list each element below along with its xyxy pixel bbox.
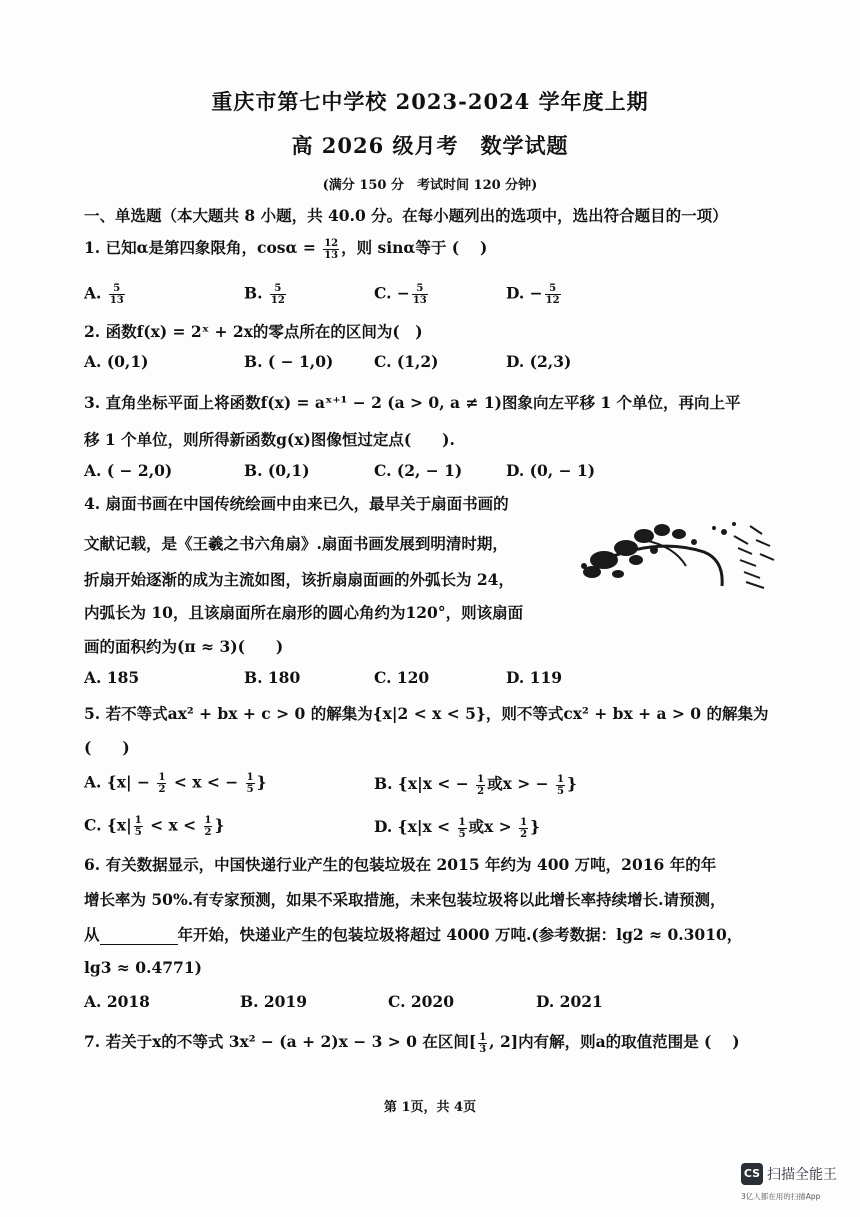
q6-option-b: B. 2019	[240, 992, 308, 1011]
q5-option-a: A. {x| − $\frac{1}{2}$ < x < − $\frac{1}{5}$ }	[84, 772, 267, 795]
question-6-line-3: 从 年开始，快递业产生的包装垃圾将超过 4000 万吨.(参考数据：lg2 ≈ 0.3010，	[84, 925, 743, 944]
question-3-line-1: 3. 直角坐标平面上将函数f(x) = aˣ⁺¹ − 2 (a > 0, a ≠ 1)图象向左平移 1 个单位，再向上平	[84, 393, 741, 412]
q4-option-b: B. 180	[244, 668, 301, 687]
q3-option-b: B. (0,1)	[244, 461, 310, 480]
question-1	[84, 236, 487, 261]
question-4-line-3: 折扇开始逐渐的成为主流如图，该折扇扇面画的外弧长为 24，	[84, 570, 514, 589]
q2-option-d: D. (2,3)	[506, 352, 572, 371]
camscanner-name: 扫描全能王	[767, 1167, 837, 1183]
q3-option-a: A. ( − 2,0)	[84, 461, 173, 480]
camscanner-logo-icon: CS	[741, 1163, 763, 1185]
question-4-line-4: 内弧长为 10，且该扇面所在扇形的圆心角约为120°，则该扇面	[84, 603, 524, 622]
q2-option-a: A. (0,1)	[84, 352, 149, 371]
q3-option-c: C. (2, − 1)	[374, 461, 463, 480]
q1-option-a: A. $\frac{5}{13}$	[84, 283, 124, 306]
question-3-line-2: 移 1 个单位，则所得新函数g(x)图像恒过定点( ).	[84, 430, 455, 449]
q1-option-d: D. − $\frac{5}{12}$	[506, 283, 560, 306]
exam-subtitle: 高 2026 级月考 数学试题	[291, 133, 569, 158]
q2-option-c: C. (1,2)	[374, 352, 439, 371]
question-4-line-1: 4. 扇面书画在中国传统绘画中由来已久，最早关于扇面书画的	[84, 494, 509, 513]
q1-stem-post: ，则 sinα等于 ( )	[341, 238, 488, 257]
question-4-line-2: 文献记载，是《王羲之书六角扇》.扇面书画发展到明清时期，	[84, 534, 508, 553]
fan-painting-image	[574, 516, 780, 602]
q5-option-b: B. {x|x < − $\frac{1}{2}$ 或x > − $\frac{1}{5}$ }	[374, 773, 577, 797]
q4-option-c: C. 120	[374, 668, 430, 687]
q1-stem-pre: 1. 已知α是第四象限角，cosα =	[84, 238, 322, 257]
q2-option-b: B. ( − 1,0)	[244, 352, 334, 371]
question-4-line-5: 画的面积约为(π ≈ 3)( )	[84, 637, 284, 656]
q5-option-d: D. {x|x < $\frac{1}{5}$ 或x > $\frac{1}{2}$ }	[374, 816, 540, 840]
q1-option-b: B. $\frac{5}{12}$	[244, 283, 285, 306]
question-6-line-1: 6. 有关数据显示，中国快递行业产生的包装垃圾在 2015 年约为 400 万吨，2016 年的年	[84, 855, 717, 874]
exam-meta: (满分 150 分 考试时间 120 分钟)	[322, 178, 538, 193]
question-5-line-1: 5. 若不等式ax² + bx + c > 0 的解集为{x|2 < x < 5}，则不等式cx² + bx + a > 0 的解集为	[84, 704, 769, 723]
q6-option-c: C. 2020	[388, 992, 454, 1011]
question-5-line-2: ( )	[84, 738, 130, 757]
page-footer: 第 1页，共 4页	[383, 1100, 477, 1115]
q4-option-d: D. 119	[506, 668, 563, 687]
q3-option-d: D. (0, − 1)	[506, 461, 596, 480]
camscanner-tagline: 3亿人都在用的扫描App	[741, 1192, 821, 1201]
q5-option-c: C. {x| $\frac{1}{5}$ < x < $\frac{1}{2}$ }	[84, 815, 225, 838]
question-2: 2. 函数f(x) = 2ˣ + 2x的零点所在的区间为( )	[84, 322, 423, 341]
question-6-line-4: lg3 ≈ 0.4771)	[84, 958, 202, 977]
section-heading: 一、单选题（本大题共 8 小题，共 40.0 分。在每小题列出的选项中，选出符合题目的一项）	[84, 206, 728, 225]
q4-option-a: A. 185	[84, 668, 140, 687]
q6-answer-blank	[100, 930, 178, 945]
exam-title: 重庆市第七中学校 2023-2024 学年度上期	[211, 89, 649, 114]
q1-fraction: $\frac{12}{13}$	[324, 237, 339, 261]
question-7: 7. 若关于x的不等式 3x² − (a + 2)x − 3 > 0 在区间[ $\frac{1}{3}$ , 2]内有解，则a的取值范围是 ( )	[84, 1031, 740, 1055]
q6-option-a: A. 2018	[84, 992, 150, 1011]
q1-option-c: C. − $\frac{5}{13}$	[374, 283, 427, 306]
q6-option-d: D. 2021	[536, 992, 603, 1011]
question-6-line-2: 增长率为 50%.有专家预测，如果不采取措施，未来包装垃圾将以此增长率持续增长.请预测，	[84, 890, 726, 909]
